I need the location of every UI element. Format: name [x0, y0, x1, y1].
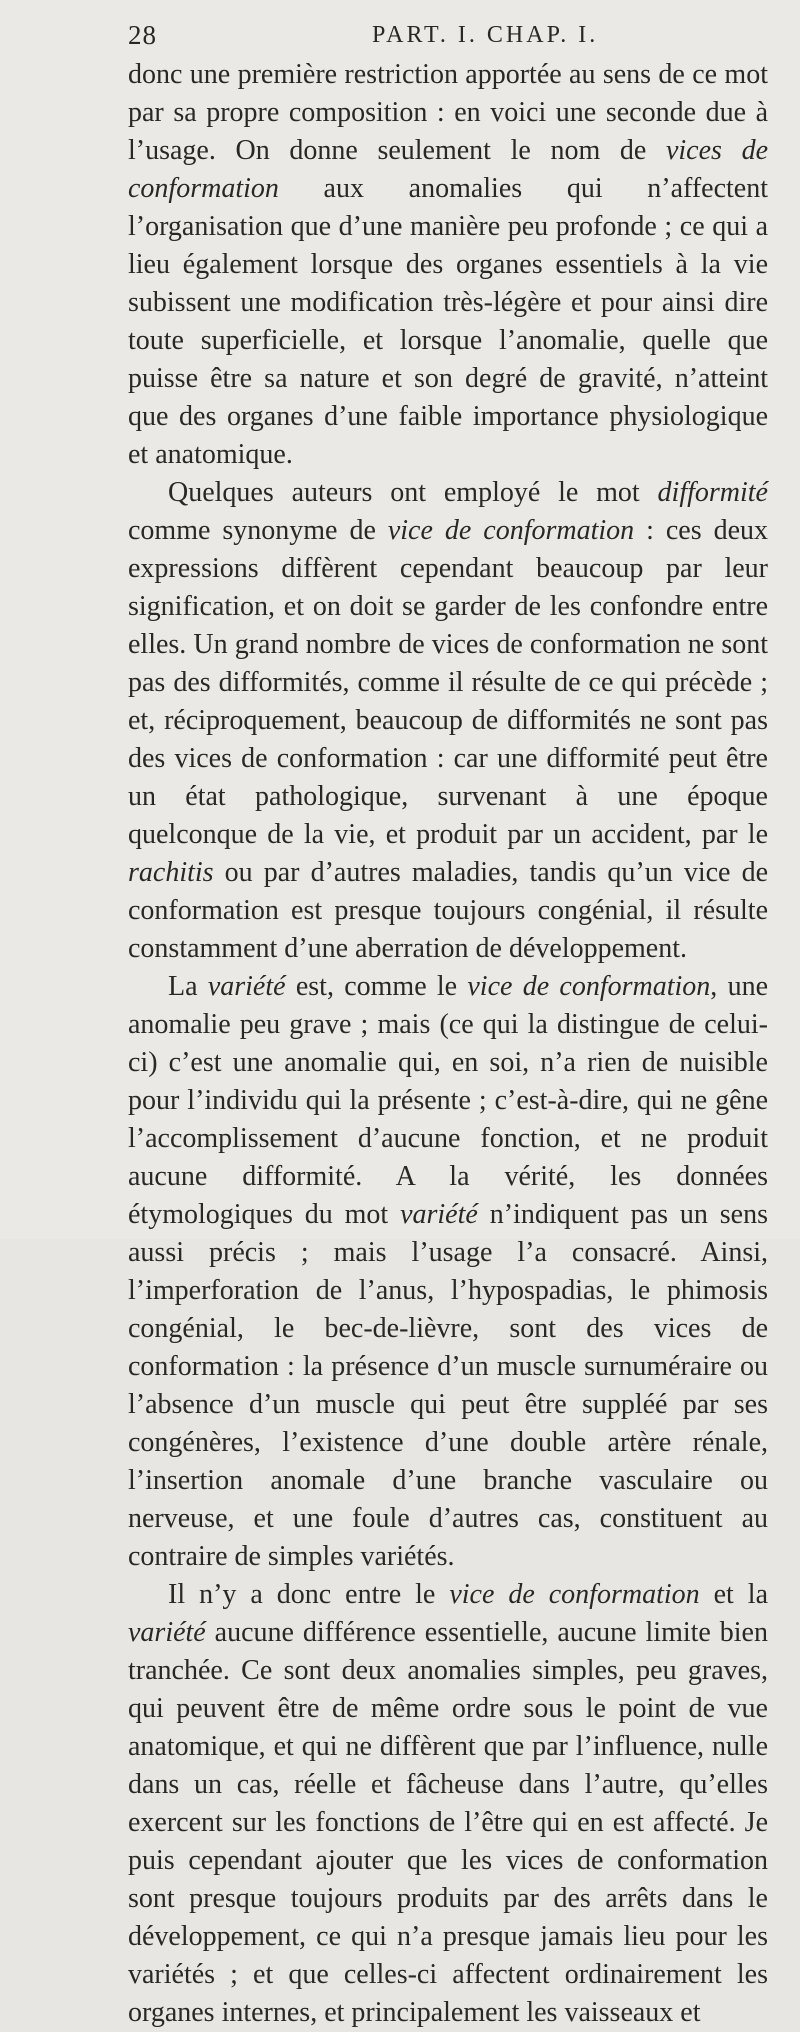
italic-term: rachitis — [128, 857, 214, 888]
text-run: comme synonyme de — [128, 515, 388, 546]
text-run: ou par d’autres maladies, tandis qu’un vice de conformation est presque toujours congénial, il résulte constamment d’une aberration de développement. — [128, 857, 768, 964]
text-run: aucune différence essentielle, aucune limite bien tranchée. Ce sont deux anomalies simples, peu graves, qui peuvent être de même ordre sous le point de vue anatomique, et qui ne diffèrent que par l’influence, nulle dans un cas, réelle et fâcheuse dans l’autre, qu’elles exercent sur les fonctions de l’être qui en est affecté. Je puis cependant ajouter que les vices de conformation sont presque toujours produits par des arrêts dans le développement, ce qui n’a presque jamais lieu pour les variétés ; et que celles-ci affectent ordinairement les organes internes, et principalement les vaisseaux et — [128, 1617, 768, 2028]
paragraph — [128, 56, 768, 474]
text-run: et la — [699, 1579, 769, 1610]
italic-term: variété — [400, 1199, 478, 1230]
italic-term: vice de conformation — [467, 971, 711, 1002]
page-number: 28 — [128, 20, 157, 50]
text-run: aux anomalies qui n’affectent l’organisation que d’une manière peu profonde ; ce qui a lieu également lorsque des organes essentiels à la vie subissent une modification très-légère et pour ainsi dire toute superficielle, et lorsque l’anomalie, quelle que puisse être sa nature et son degré de gravité, n’atteint que des organes d’une faible importance physiologique et anatomique. — [128, 173, 768, 470]
text-run: donc une première restriction apportée au sens de ce mot par sa propre composition : en voici une seconde due à l’usage. On donne seulement le nom de — [128, 59, 768, 166]
italic-term: variété — [207, 971, 286, 1002]
text-run: Il n’y a donc entre le — [168, 1579, 450, 1610]
italic-term: vice de conformation — [449, 1579, 700, 1610]
text-run: n’indiquent pas un sens aussi précis ; mais l’usage l’a consacré. Ainsi, l’imperforation de l’anus, l’hypospadias, le phimosis congénial, le bec-de-lièvre, sont des vices de conformation : la présence d’un muscle surnuméraire ou l’absence d’un muscle qui peut être suppléé par ses congénères, l’existence d’une double artère rénale, l’insertion anomale d’une branche vasculaire ou nerveuse, et une foule d’autres cas, constituent au contraire de simples variétés. — [128, 1199, 768, 1572]
page-body — [128, 56, 768, 2032]
italic-term: difformité — [657, 477, 768, 508]
text-run: Quelques auteurs ont employé le mot — [168, 477, 658, 508]
paragraph — [128, 968, 768, 1576]
text-run: : ces deux expressions diffèrent cependant beaucoup par leur signification, et on doit se garder de les confondre entre elles. Un grand nombre de vices de conformation ne sont pas des difformités, comme il résulte de ce qui précède ; et, réciproquement, beaucoup de difformités ne sont pas des vices de conformation : car une difformité peut être un état pathologique, survenant à une époque quelconque de la vie, et produit par un accident, par le — [128, 515, 769, 850]
paragraph — [128, 474, 768, 968]
text-run: est, comme le — [285, 971, 468, 1002]
italic-term: vice de conformation — [387, 515, 635, 546]
paragraph — [128, 1576, 768, 2032]
running-head: PART. I. CHAP. I. — [372, 22, 599, 48]
text-run: La — [168, 971, 208, 1002]
page-header — [128, 20, 768, 50]
italic-term: vices de conformation — [128, 135, 769, 204]
text-run: , une anomalie peu grave ; mais (ce qui la distingue de celui-ci) c’est une anomalie qui, en soi, n’a rien de nuisible pour l’individu qui la présente ; c’est-à-dire, qui ne gêne l’accomplissement d’aucune fonction, et ne produit aucune difformité. A la vérité, les données étymologiques du mot — [128, 971, 768, 1230]
italic-term: variété — [128, 1617, 206, 1648]
